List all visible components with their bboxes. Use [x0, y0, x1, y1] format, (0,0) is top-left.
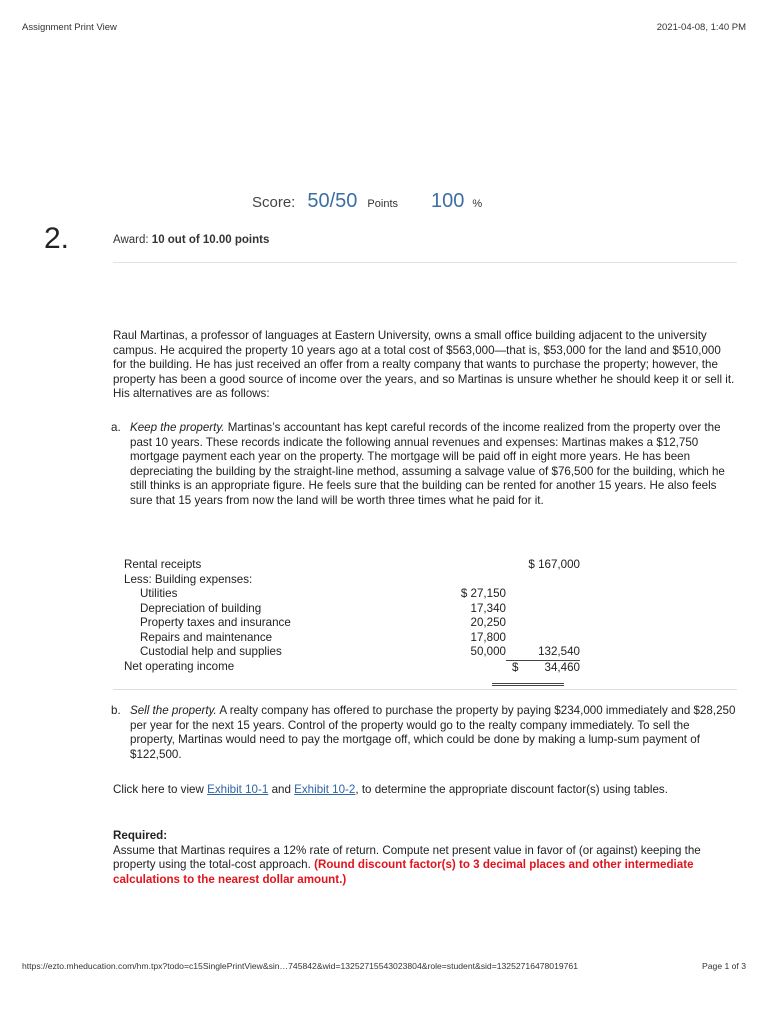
- table-row: [124, 631, 580, 646]
- double-underline: [492, 683, 564, 686]
- exhibits-and: and: [271, 783, 291, 796]
- expense-value: 17,800: [470, 630, 506, 644]
- table-row: [124, 660, 580, 675]
- expense-value: 20,250: [470, 616, 506, 629]
- exhibits-suffix: , to determine the appropriate discount factor(s) using tables.: [355, 783, 668, 796]
- option-b-marker: b.: [111, 704, 121, 717]
- footer-url: https://ezto.mheducation.com/hm.tpx?todo=c15SinglePrintView&sin…745842&wid=13252715543023804&role=student&sid=13252716478019761: [22, 961, 578, 971]
- expense-label: Property taxes and insurance: [140, 616, 291, 629]
- rental-value: $ 167,000: [528, 558, 580, 571]
- award-value: 10 out of 10.00 points: [151, 234, 270, 246]
- option-b-text: A realty company has offered to purchase the property by paying $234,000 immediately and $28,250 per year for the next 15 years. Control of the property would go to the realty company immediately. To sell the property, Martinas would need to pay the mortgage off, which could be done by making a lump-sum payment of $122,500.: [130, 704, 736, 761]
- expense-label: Repairs and maintenance: [140, 630, 273, 644]
- table-row: [124, 573, 580, 588]
- exhibits-prefix: Click here to view: [113, 783, 204, 796]
- required-title: Required:: [113, 829, 168, 842]
- rental-label: Rental receipts: [124, 558, 202, 571]
- rounding-note: (Round discount factor(s) to 3 decimal places and other intermediate calculations to the nearest dollar amount.): [113, 858, 694, 886]
- option-a: [111, 421, 737, 509]
- option-a-title: Keep the property.: [130, 421, 225, 434]
- score-label: Score:: [252, 194, 296, 211]
- header-divider: [113, 262, 737, 263]
- question-number: 2.: [44, 222, 70, 255]
- page-header-title: Assignment Print View: [22, 22, 117, 33]
- net-income-value: [506, 660, 580, 675]
- table-row: [124, 587, 580, 602]
- exhibit-10-1-link[interactable]: Exhibit 10-1: [207, 783, 269, 796]
- table-divider: [113, 689, 737, 690]
- required-text: Assume that Martinas requires a 12% rate of return. Compute net present value in favor of (or against) keeping the property using the total-cost approach.: [113, 843, 701, 872]
- net-income-label: Net operating income: [124, 660, 235, 674]
- option-b: [111, 704, 737, 762]
- page-header-datetime: 2021-04-08, 1:40 PM: [656, 22, 746, 33]
- percent-sign: %: [472, 198, 483, 210]
- income-table: [124, 558, 580, 675]
- option-a-text: Martinas’s accountant has kept careful records of the income realized from the property over the past 10 years. These records indicate the following annual revenues and expenses: Martinas makes a $12,750 mortgage payment each year on the property. The mortgage will be paid off in eight more years. He has been depreciating the building by the straight-line method, assuming a salvage value of $76,500 for the building, which he still thinks is an appropriate figure. He feels sure that the building can be rented for another 15 years. He also feels sure that 15 years from now the land will be worth three times what he paid for it.: [130, 421, 725, 507]
- table-row: [124, 616, 580, 631]
- option-b-title: Sell the property.: [130, 704, 217, 717]
- award-line: [113, 234, 269, 246]
- table-row: [124, 602, 580, 617]
- footer-page-number: Page 1 of 3: [702, 961, 746, 971]
- net-income-amount: 34,460: [544, 660, 580, 674]
- score-summary: [252, 190, 482, 213]
- expense-value: 50,000: [470, 645, 506, 659]
- exhibits-line: [113, 783, 737, 798]
- expense-label: Custodial help and supplies: [140, 645, 282, 659]
- expenses-total: 132,540: [538, 645, 580, 658]
- percent-value: 100: [431, 190, 465, 212]
- award-label: Award:: [113, 234, 149, 246]
- expense-value: $ 27,150: [460, 587, 506, 600]
- option-a-marker: a.: [111, 421, 121, 434]
- table-row: [124, 645, 580, 660]
- required-section: [113, 829, 737, 887]
- net-income-dollar: $: [512, 660, 519, 674]
- less-label: Less: Building expenses:: [124, 572, 253, 586]
- points-label: Points: [367, 198, 398, 210]
- expense-label: Depreciation of building: [140, 601, 262, 615]
- score-value: 50/50: [307, 190, 358, 212]
- expense-value: 17,340: [470, 601, 506, 615]
- expense-label: Utilities: [140, 587, 178, 600]
- table-row: [124, 558, 580, 573]
- exhibit-10-2-link[interactable]: Exhibit 10-2: [294, 783, 356, 796]
- question-intro: Raul Martinas, a professor of languages at Eastern University, owns a small office building adjacent to the university campus. He acquired the property 10 years ago at a total cost of $563,000—that is, $53,000 for the land and $510,000 for the building. He has just received an offer from a realty company that wants to purchase the property; however, the property has been a good source of income over the years, and so Martinas is unsure whether he should keep it or sell it. His alternatives are as follows:: [113, 329, 735, 401]
